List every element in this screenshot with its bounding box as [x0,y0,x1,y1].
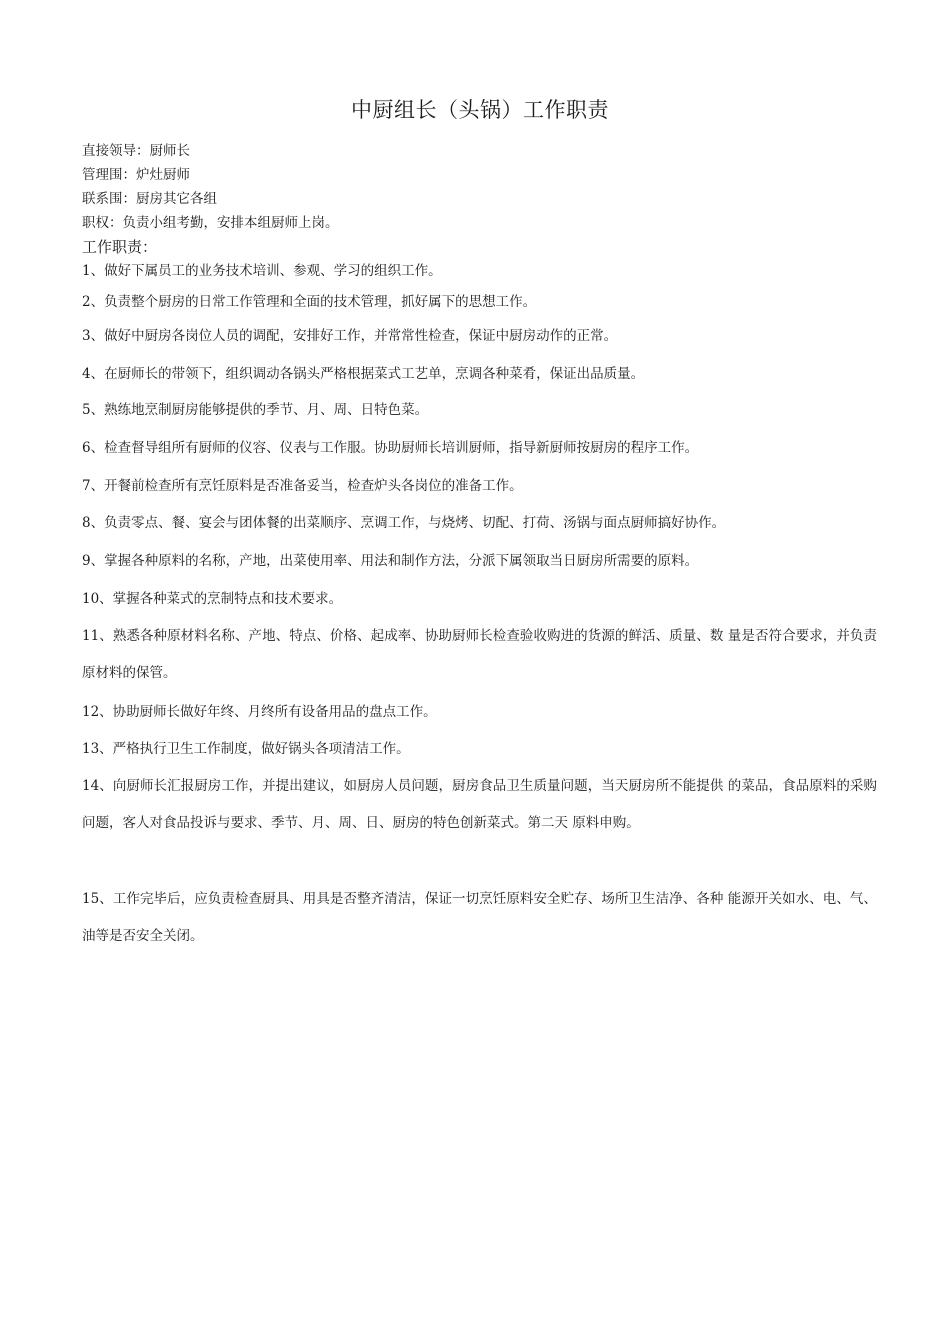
meta-contact-scope: 联系围：厨房其它各组 [82,191,217,207]
duty-item-11: 11、熟悉各种原材料名称、产地、特点、价格、起成率、协助厨师长检查验收购进的货源的鲜活、质量、数 量是否符合要求，并负责原材料的保管。 [82,628,877,681]
duty-item-9: 9、掌握各种原料的名称，产地，出菜使用率、用法和制作方法，分派下属领取当日厨房所需要的原料。 [82,553,699,569]
duty-item-12: 12、协助厨师长做好年终、月终所有设备用品的盘点工作。 [82,704,437,720]
meta-authority: 职权：负责小组考勤，安排本组厨师上岗。 [82,215,339,231]
duty-item-13: 13、严格执行卫生工作制度，做好锅头各项清洁工作。 [82,741,410,757]
duty-item-7: 7、开餐前检查所有烹饪原料是否准备妥当，检查炉头各岗位的准备工作。 [82,478,523,494]
duty-item-1: 1、做好下属员工的业务技术培训、参观、学习的组织工作。 [82,263,442,279]
duty-item-3: 3、做好中厨房各岗位人员的调配，安排好工作，并常常性检查，保证中厨房动作的正常。 [82,328,618,344]
duty-item-14: 14、向厨师长汇报厨房工作，并提出建议，如厨房人员问题，厨房食品卫生质量问题，当天厨房所不能提供 的菜品，食品原料的采购问题，客人对食品投诉与要求、季节、月、周、日、厨房的特色创新菜式。第二天 原料申购。 [82,778,877,831]
duty-item-15: 15、工作完毕后，应负责检查厨具、用具是否整齐清洁，保证一切烹饪原料安全贮存、场所卫生洁净、各种 能源开关如水、电、气、油等是否安全关闭。 [82,891,877,944]
document-title: 中厨组长（头锅）工作职责 [351,98,609,122]
duty-item-2: 2、负责整个厨房的日常工作管理和全面的技术管理，抓好属下的思想工作。 [82,294,537,310]
duty-item-4: 4、在厨师长的带领下，组织调动各锅头严格根据菜式工艺单，烹调各种菜肴，保证出品质量。 [82,366,645,382]
duty-item-5: 5、熟练地烹制厨房能够提供的季节、月、周、日特色菜。 [82,402,429,418]
duty-item-8: 8、负责零点、餐、宴会与团体餐的出菜顺序、烹调工作，与烧烤、切配、打荷、汤锅与面点厨师搞好协作。 [82,515,726,531]
duty-item-10: 10、掌握各种菜式的烹制特点和技术要求。 [82,591,343,607]
meta-management-scope: 管理围：炉灶厨师 [82,167,190,183]
meta-direct-leader: 直接领导：厨师长 [82,143,190,159]
section-heading: 工作职责： [82,238,158,256]
duty-item-6: 6、检查督导组所有厨师的仪容、仪表与工作服。协助厨师长培训厨师，指导新厨师按厨房的程序工作。 [82,440,699,456]
